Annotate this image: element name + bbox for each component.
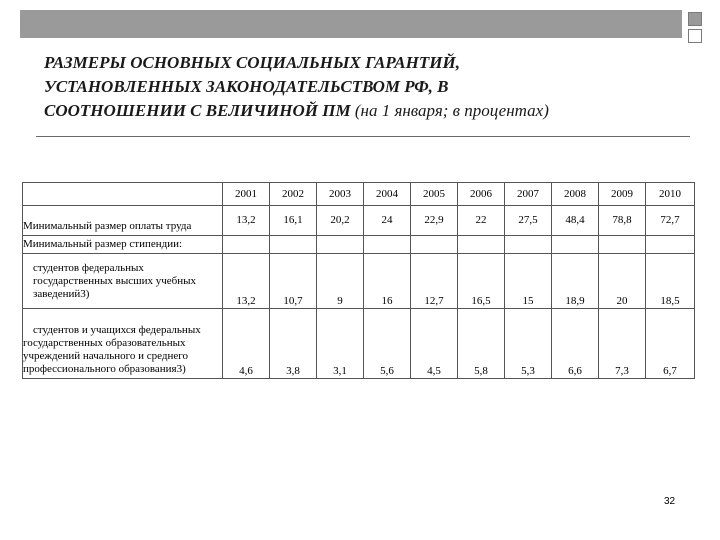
slide-title	[44, 51, 694, 123]
table-cell: 72,7	[646, 206, 695, 236]
table-cell: 78,8	[599, 206, 646, 236]
row-label	[23, 309, 223, 379]
table-cell: 13,2	[223, 206, 270, 236]
year-header: 2002	[270, 183, 317, 206]
year-header: 2009	[599, 183, 646, 206]
table-cell: 6,7	[646, 309, 695, 379]
corner-cell	[23, 183, 223, 206]
decor-square-dark	[688, 12, 702, 26]
row-label	[23, 254, 223, 309]
title-line-2: УСТАНОВЛЕННЫХ ЗАКОНОДАТЕЛЬСТВОМ РФ, В	[44, 77, 449, 96]
year-header: 2005	[411, 183, 458, 206]
table-cell: 4,6	[223, 309, 270, 379]
table-row-min-wage	[23, 206, 695, 236]
table-cell: 5,8	[458, 309, 505, 379]
year-header: 2001	[223, 183, 270, 206]
table-cell: 12,7	[411, 254, 458, 309]
decor-square-light	[688, 29, 702, 43]
table-cell: 15	[505, 254, 552, 309]
table-cell: 27,5	[505, 206, 552, 236]
row-label-text: студентов и учащихся федеральных государственных образовательных учреждений начального и среднего профессионального образования3)	[23, 324, 201, 375]
guarantees-table	[22, 182, 695, 379]
table-cell: 7,3	[599, 309, 646, 379]
year-header: 2004	[364, 183, 411, 206]
table-cell: 22	[458, 206, 505, 236]
table-cell: 24	[364, 206, 411, 236]
table-cell: 5,3	[505, 309, 552, 379]
header-bar	[20, 10, 682, 38]
table-cell: 3,1	[317, 309, 364, 379]
table-cell: 20,2	[317, 206, 364, 236]
row-label: Минимальный размер оплаты труда	[23, 206, 223, 236]
table-cell: 20	[599, 254, 646, 309]
year-header: 2007	[505, 183, 552, 206]
table-cell: 48,4	[552, 206, 599, 236]
table-cell: 16,5	[458, 254, 505, 309]
table-row-higher-edu	[23, 254, 695, 309]
year-header: 2010	[646, 183, 695, 206]
table-cell: 10,7	[270, 254, 317, 309]
title-line-1: РАЗМЕРЫ ОСНОВНЫХ СОЦИАЛЬНЫХ ГАРАНТИЙ,	[44, 53, 460, 72]
year-header: 2006	[458, 183, 505, 206]
row-label: Минимальный размер стипендии:	[23, 236, 223, 254]
table-cell: 13,2	[223, 254, 270, 309]
year-header: 2008	[552, 183, 599, 206]
table-cell: 5,6	[364, 309, 411, 379]
year-header: 2003	[317, 183, 364, 206]
table-cell: 3,8	[270, 309, 317, 379]
page-number: 32	[664, 496, 676, 507]
table-cell: 16,1	[270, 206, 317, 236]
table-cell: 18,9	[552, 254, 599, 309]
table-cell: 16	[364, 254, 411, 309]
table-cell: 9	[317, 254, 364, 309]
table-row-vocational-edu	[23, 309, 695, 379]
title-line-3: СООТНОШЕНИИ С ВЕЛИЧИНОЙ ПМ	[44, 101, 351, 120]
title-note: (на 1 января; в процентах)	[354, 101, 549, 120]
table-cell: 6,6	[552, 309, 599, 379]
table-cell: 4,5	[411, 309, 458, 379]
table-row-stipend-heading	[23, 236, 695, 254]
divider	[36, 136, 690, 137]
table-cell: 18,5	[646, 254, 695, 309]
row-label-text: студентов федеральных государственных высших учебных заведений3)	[33, 261, 197, 300]
table-cell: 22,9	[411, 206, 458, 236]
header-row	[23, 183, 695, 206]
